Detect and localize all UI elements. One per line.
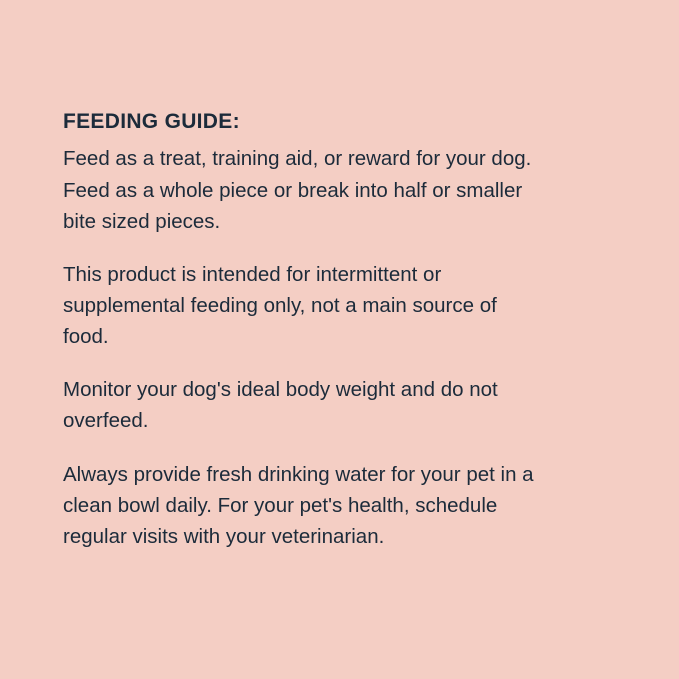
feeding-guide-paragraph-4: Always provide fresh drinking water for your pet in a clean bowl daily. For your pet's health, schedule regular visits with your veterinarian. <box>63 462 534 548</box>
feeding-guide-paragraph-2: This product is intended for intermittent or supplemental feeding only, not a main source of food. <box>63 262 497 349</box>
feeding-guide-paragraph-1: Feed as a treat, training aid, or reward for your dog. Feed as a whole piece or break into half or smaller bite sized pieces. <box>63 147 532 233</box>
feeding-guide-paragraph-3: Monitor your dog's ideal body weight and do not overfeed. <box>63 378 498 433</box>
feeding-guide-section <box>63 108 563 552</box>
feeding-guide-heading: FEEDING GUIDE: <box>63 110 240 133</box>
